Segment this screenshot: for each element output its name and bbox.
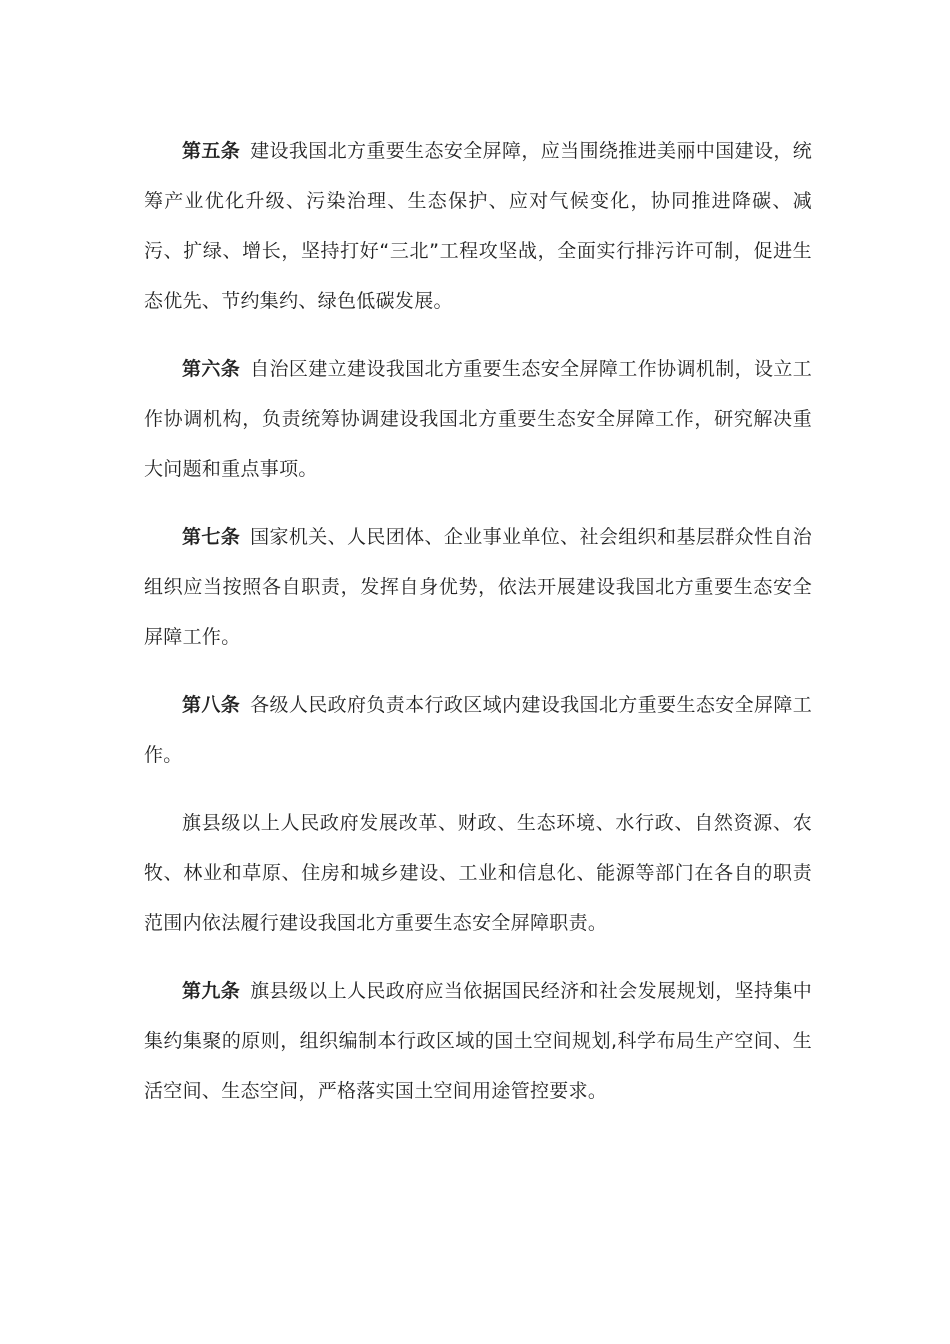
article-text: 各级人民政府负责本行政区域内建设我国北方重要生态安全屏障工作。 [144,694,813,766]
article-paragraph [144,512,812,662]
article-text: 自治区建立建设我国北方重要生态安全屏障工作协调机制，设立工作协调机构，负责统筹协调建设我国北方重要生态安全屏障工作，研究解决重大问题和重点事项。 [144,358,813,480]
article-text: 国家机关、人民团体、企业事业单位、社会组织和基层群众性自治组织应当按照各自职责，发挥自身优势，依法开展建设我国北方重要生态安全屏障工作。 [144,526,813,648]
article-number: 第五条 [182,140,241,162]
article-paragraph [144,126,812,326]
clause-text: 旗县级以上人民政府发展改革、财政、生态环境、水行政、自然资源、农牧、林业和草原、住房和城乡建设、工业和信息化、能源等部门在各自的职责范围内依法履行建设我国北方重要生态安全屏障职责。 [144,812,812,934]
article-number: 第八条 [182,694,241,716]
article-text: 建设我国北方重要生态安全屏障，应当围绕推进美丽中国建设，统筹产业优化升级、污染治理、生态保护、应对气候变化，协同推进降碳、减污、扩绿、增长，坚持打好“三北”工程攻坚战，全面实行排污许可制，促进生态优先、节约集约、绿色低碳发展。 [144,140,813,312]
article-paragraph [144,966,812,1116]
article-paragraph [144,680,812,780]
article-paragraph [144,344,812,494]
document-body [144,126,812,1134]
article-number: 第六条 [182,358,241,380]
clause-paragraph [144,798,812,948]
article-number: 第九条 [182,980,241,1002]
article-text: 旗县级以上人民政府应当依据国民经济和社会发展规划，坚持集中集约集聚的原则，组织编制本行政区域的国土空间规划,科学布局生产空间、生活空间、生态空间，严格落实国土空间用途管控要求。 [144,980,813,1102]
article-number: 第七条 [182,526,241,548]
